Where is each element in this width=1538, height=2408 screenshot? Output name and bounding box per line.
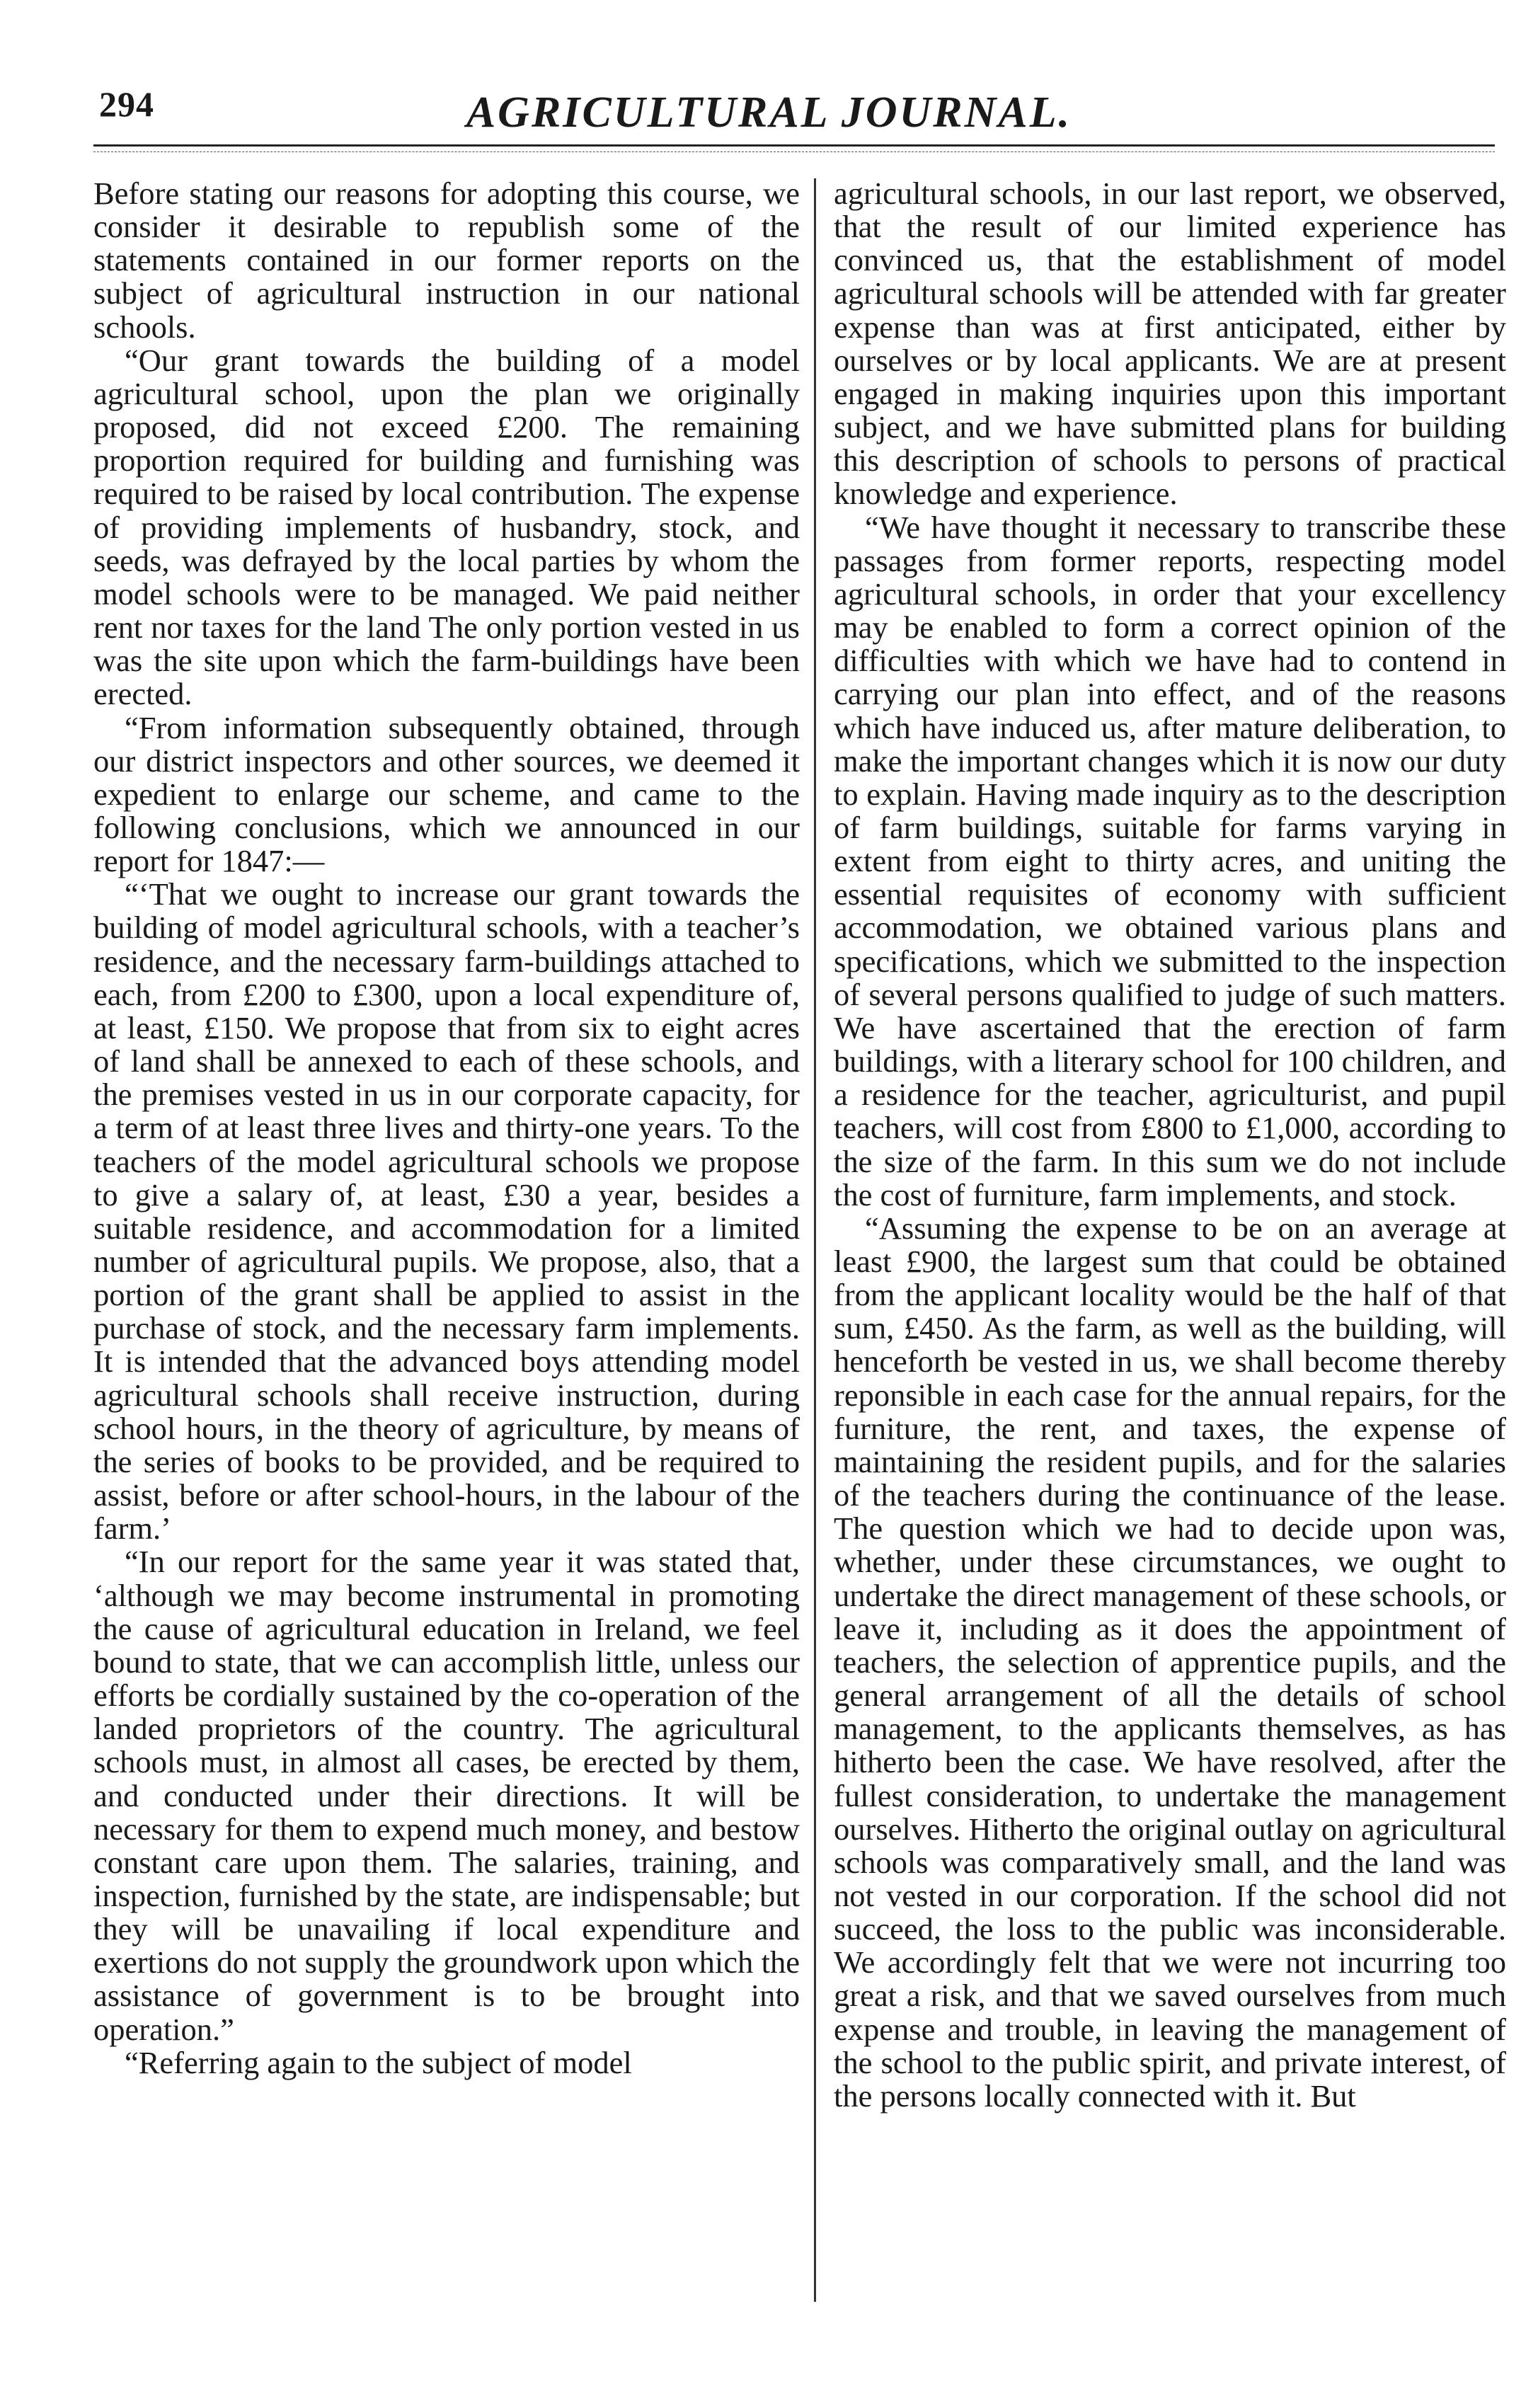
left-column xyxy=(93,177,800,2329)
right-paragraph-2: “We have thought it necessary to transcribe these passages from former reports, respecting model agricultural schools, in order that your excellency may be enabled to form a correct opinion of the difficulties with which we have had to contend in carrying our plan into effect, and of the reasons which have induced us, after mature deliberation, to make the important changes which it is now our duty to explain. Having made inquiry as to the description of farm buildings, suitable for farms varying in extent from eight to thirty acres, and uniting the essential requisites of economy with sufficient accommodation, we obtained various plans and specifications, which we submitted to the inspection of several persons qualified to judge of such matters. We have ascertained that the erection of farm buildings, with a literary school for 100 children, and a residence for the teacher, agriculturist, and pupil teachers, will cost from £800 to £1,000, according to the size of the farm. In this sum we do not include the cost of furniture, farm implements, and stock. xyxy=(834,509,1506,1212)
left-paragraph-1: Before stating our reasons for adopting this course, we consider it desirable to republish some of the statements contained in our former reports on the subject of agricultural instruction in our national schools. xyxy=(93,177,800,345)
column-divider xyxy=(814,178,816,2302)
right-column xyxy=(834,177,1506,2329)
right-paragraph-3: “Assuming the expense to be on an average at least £900, the largest sum that could be obtained from the applicant locality would be the half of that sum, £450. As the farm, as well as the building, will henceforth be vested in us, we shall become thereby reponsible in each case for the annual repairs, for the furniture, the rent, and taxes, the expense of maintaining the resident pupils, and for the salaries of the teachers during the continuance of the lease. The question which we had to decide upon was, whether, under these circumstances, we ought to undertake the direct management of these schools, or leave it, including as it does the appointment of teachers, the selection of apprentice pupils, and the general arrangement of all the details of school management, to the applicants themselves, as has hitherto been the case. We have resolved, after the fullest consideration, to undertake the management ourselves. Hitherto the original outlay on agricultural schools was comparatively small, and the land was not vested in our corporation. If the school did not succeed, the loss to the public was inconsiderable. We accordingly felt that we were not incurring too great a risk, and that we saved ourselves from much expense and trouble, in leaving the management of the school to the public spirit, and private interest, of the persons locally connected with it. But xyxy=(834,1210,1506,2114)
right-paragraph-1: agricultural schools, in our last report, we observed, that the result of our limited experience has convinced us, that the establishment of model agricultural schools will be attended with far greater expense than was at first anticipated, either by ourselves or by local applicants. We are at present engaged in making inquiries upon this important subject, and we have submitted plans for building this description of schools to persons of practical knowledge and experience. xyxy=(834,177,1506,512)
header-rule xyxy=(93,144,1495,147)
left-paragraph-4: “‘That we ought to increase our grant towards the building of model agricultural schools, with a teacher’s residence, and the necessary farm-buildings attached to each, from £200 to £300, upon a local expenditure of, at least, £150. We propose that from six to eight acres of land shall be annexed to each of these schools, and the premises vested in us in our corporate capacity, for a term of at least three lives and thirty-one years. To the teachers of the model agricultural schools we propose to give a salary of, at least, £30 a year, besides a suitable residence, and accommodation for a limited number of agricultural pupils. We propose, also, that a portion of the grant shall be applied to assist in the purchase of stock, and the necessary farm implements. It is intended that the advanced boys attending model agricultural schools shall receive instruction, during school hours, in the theory of agriculture, by means of the series of books to be provided, and be required to assist, before or after school-hours, in the labour of the farm.’ xyxy=(93,876,800,1547)
header-rule-dashed xyxy=(93,151,1495,152)
left-paragraph-2: “Our grant towards the building of a model agricultural school, upon the plan we originally proposed, did not exceed £200. The remaining proportion required for building and furnishing was required to be raised by local contribution. The expense of providing implements of husbandry, stock, and seeds, was defrayed by the local parties by whom the model schools were to be managed. We paid neither rent nor taxes for the land The only portion vested in us was the site upon which the farm-buildings have been erected. xyxy=(93,342,800,712)
left-paragraph-3: “From information subsequently obtained, through our district inspectors and other sources, we deemed it expedient to enlarge our scheme, and came to the following conclusions, which we announced in our report for 1847:— xyxy=(93,709,800,879)
running-title: AGRICULTURAL JOURNAL. xyxy=(466,88,1072,137)
left-paragraph-5: “In our report for the same year it was stated that, ‘although we may become instrumental in promoting the cause of agricultural education in Ireland, we feel bound to state, that we can accomplish little, unless our efforts be cordially sustained by the co-operation of the landed proprietors of the country. The agricultural schools must, in almost all cases, be erected by them, and conducted under their directions. It will be necessary for them to expend much money, and bestow constant care upon them. The salaries, training, and inspection, furnished by the state, are indispensable; but they will be unavailing if local expenditure and exertions do not supply the groundwork upon which the assistance of government is to be brought into operation.” xyxy=(93,1544,800,2047)
page-number: 294 xyxy=(99,84,154,124)
left-paragraph-6: “Referring again to the subject of model xyxy=(125,2044,632,2080)
